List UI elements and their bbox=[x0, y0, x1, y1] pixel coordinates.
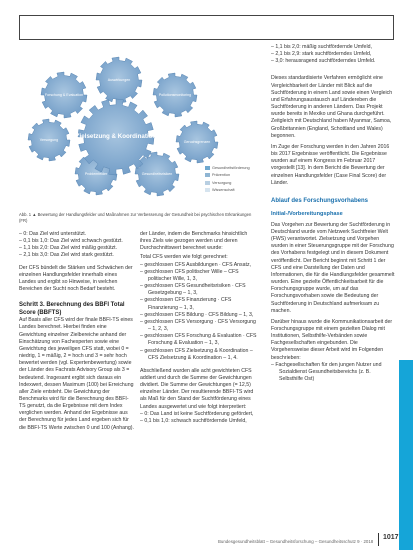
legend-swatch bbox=[205, 188, 210, 192]
legend-label: Prävention bbox=[212, 173, 231, 178]
paragraph: Dieses standardisierte Verfahren ermöglicht eine Vergleichbarkeit der Länder mit Blick auf die Suchtförderung in einem Land sowie einen Vergleich und Erfahrungsaustausch auf Ländereben die Suchtförderung in anderen Ländern. Das Projekt wurde bereits in Mexiko und Ghana durchgeführt. Zeitgleich mit Deutschland haben Myanmar, Samoa, Großbritannien (England, Schottland und Wales) begonnen. bbox=[271, 75, 393, 139]
gear-label: Auswirkungen bbox=[107, 78, 131, 82]
gear-label: Forschung & Evaluation bbox=[44, 93, 84, 97]
legend-label: Versorgung bbox=[212, 180, 232, 185]
paragraph: Abschließend wurden alle acht gewichteten CFS addiert und durch die Summe der Gewichtungen dividiert. Die Summe der Gewichtungen (= 12,5) einzelner Länder. Der resultierende BBFI-TS wird als Maß für den Stand der Suchtförderung eines Landes ausgewertet und wie folgt interpretiert: bbox=[140, 367, 254, 410]
column-left bbox=[19, 231, 134, 432]
legend-swatch bbox=[205, 181, 210, 185]
section-heading: Schritt 3. Berechnung des BBFI Total Score (BBFTS) bbox=[19, 302, 125, 317]
list-item: – geschlossen CFS Versorgung · CFS Versorgung – 1, 2, 3, bbox=[140, 318, 256, 333]
list-item: – 1,1 bis 2,0: mäßig suchtfördernde Umfeld, bbox=[271, 44, 372, 50]
legend-label: Wissenschaft bbox=[212, 188, 235, 193]
paragraph: Auf Basis aller CFS wird der finale BBFI-TS eines Landes berechnet. Hierbei finden eine Gewichtung einzelner Zielbereiche anhand der Einschätzung von Fachexperten sowie eine Gewichtung des jeweiligen CFS statt, wobei 0 = niedrig, 1 = mäßig, 2 = hoch und 3 = sehr hoch bewertet werden (vgl. Expertenbewertung) sowie der Länder des Fachrats Advisory Group als 3 = bedeutend. Insgesamt ergibt sich daraus ein Indexwert, dessen Maximum (100) bei Erreichung aller Ziele entsteht. Die Gewichtung der Benchmarks wird für die Berechnung des BBFI-TS genutzt, da die Ergebnisse mit dem Index verglichen werden. Anhand der Ergebnisse aus der Berechnung für jedes Land ergeben sich für die BBFI-TS Werte zwischen 0 und 100 (Anhang). bbox=[19, 317, 134, 431]
gear-label: Versorgung bbox=[39, 138, 59, 142]
list-item: – 3,0: herausragend suchtförderndes Umfeld. bbox=[271, 58, 376, 65]
list-item: – geschlossen CFS Bildung · CFS Bildung – 1, 3, bbox=[140, 311, 254, 318]
paragraph: Der CFS bündelt die Stärken und Schwächen der einzelnen Handlungsfelder innerhalb eines Landes und ergibt so Hinweise, in welchen Bereichen der Sucht noch Bedarf besteht. bbox=[19, 264, 133, 293]
paragraph: Das Vorgehen zur Bewertung der Suchtförderung in Deutschland wurde vom Netzwerk Suchtfreier Welt (FWS) verantwortet. Zielsetzung und Vorgehen wurden in einer Steuerungsgruppe mit der Forschung des Vorhabens festgelegt und in diesem Dokument veröffentlicht. Der Bericht beginnt mit Schritt 1 der CFS und eine Darstellung der Daten und Informationen, die für die Handlungsfelder gesammelt wurden. Eine gezielte Öffentlichkeitsarbeit für die Forschungsgruppe wurde, um auf das Forschungsvorhaben sowie die Bedeutung der Suchtförderung in Deutschland aufmerksam zu machen. bbox=[271, 221, 395, 314]
list-item: – 2,1 bis 2,9: stark suchtförderndes Umfeld, bbox=[271, 51, 372, 58]
paragraph: Im Zuge der Forschung werden in den Jahren 2016 bis 2017 Ergebnisse veröffentlicht. Die Ergebnisse wurden auf einem Kongress im Februar 2017 vorgestellt [13]. In dem Bericht die Bewertung der einzelnen Handlungsfelder (Case Final Score) der Länder. bbox=[271, 143, 390, 186]
section-heading: Ablauf des Forschungsvorhabens bbox=[271, 197, 369, 204]
list-item: – Fachgesellschaften für den jungen Nutzer und Sozialdienst Gesundheitsbereichs (z. B. Selbsthilfe Ost) bbox=[271, 361, 382, 383]
legend-swatch bbox=[205, 166, 210, 170]
paragraph: Darüber hinaus wurde die Kommunikationsarbeit der Forschungsgruppe mit einem gezielten Dialog mit Institutionen, Selbsthilfe-Verbänden sowie Fachgesellschaften eingebunden. Die Vorgehensweise dieser Arbeit wird im Folgenden beschrieben: bbox=[271, 318, 393, 361]
list-item: – 2,1 bis 3,0: Das Ziel wird stark gestützt. bbox=[19, 252, 114, 259]
side-color-tab bbox=[399, 360, 413, 550]
gear-label: Problemfelder bbox=[84, 172, 108, 176]
gear-label: Gesundheitsrisiken bbox=[141, 172, 173, 176]
list-item: – geschlossen CFS Gesundheitsrisiken · CFS Gesetzgebung – 1, 3, bbox=[140, 283, 246, 297]
list-item: – geschlossen CFS Forschung & Evaluation · CFS Forschung & Evaluation – 1, 3, bbox=[140, 333, 257, 347]
list-item: – 0,1 bis 1,0: schwach suchtfördernde Umfeld, bbox=[140, 417, 247, 424]
list-item: – geschlossen CFS Zielsetzung & Koordination – CFS Zielsetzung & Koordination – 1, 4. bbox=[140, 347, 253, 361]
list-item: – geschlossen CFS Ausbildungen · CFS Ansatz, bbox=[140, 261, 252, 268]
legend-label: Gesundheitsförderung bbox=[212, 165, 250, 170]
column-middle bbox=[140, 231, 258, 425]
list-item: – 0: Das Land ist keine Suchtförderung gefördert, bbox=[140, 410, 254, 417]
gear-label: Geruchsgrenzen bbox=[183, 140, 211, 144]
paragraph: der Länder, indem die Benchmarks hinsichtlich ihres Ziels wie gezogen werden und deren Durchschnittswert berechnet wurde: bbox=[140, 231, 248, 252]
figure-caption: Abb. 1 ▲ Bewertung der Handlungsfelder und Maßnahmen zur Verbesserung der Gesundheit bei psychischen Erkrankungen (FR) bbox=[19, 212, 252, 223]
list-item: – 0: Das Ziel wird unterstützt. bbox=[19, 231, 87, 237]
list-item: – geschlossen CFS Finanzierung · CFS Finanzierung – 1, 3, bbox=[140, 297, 232, 311]
page-number: 1017 bbox=[383, 534, 399, 541]
list-item: – 0,1 bis 1,0: Das Ziel wird schwach gestützt. bbox=[19, 238, 123, 245]
paragraph: Total CFS werden wie folgt gerechnet: bbox=[140, 254, 228, 261]
column-right bbox=[271, 44, 395, 383]
gear-label: Pollutionsmonitoring bbox=[158, 93, 192, 97]
footer-divider bbox=[378, 533, 379, 546]
list-item: – 1,1 bis 2,0: Das Ziel wird mäßig gestützt. bbox=[19, 245, 118, 252]
list-item: – geschlossen CFS politischer Wille – CFS politischer Wille, 1, 3, bbox=[140, 268, 239, 282]
journal-footer: Bundesgesundheitsblatt – Gesundheitsforschung – Gesundheitsschutz 9 · 2018 bbox=[218, 539, 374, 544]
gear-label: Zielsetzung & Koordination bbox=[75, 133, 157, 140]
subheading: Initial-/Vorbereitungsphase bbox=[271, 210, 343, 217]
legend-swatch bbox=[205, 173, 210, 177]
header-bar bbox=[19, 15, 394, 40]
